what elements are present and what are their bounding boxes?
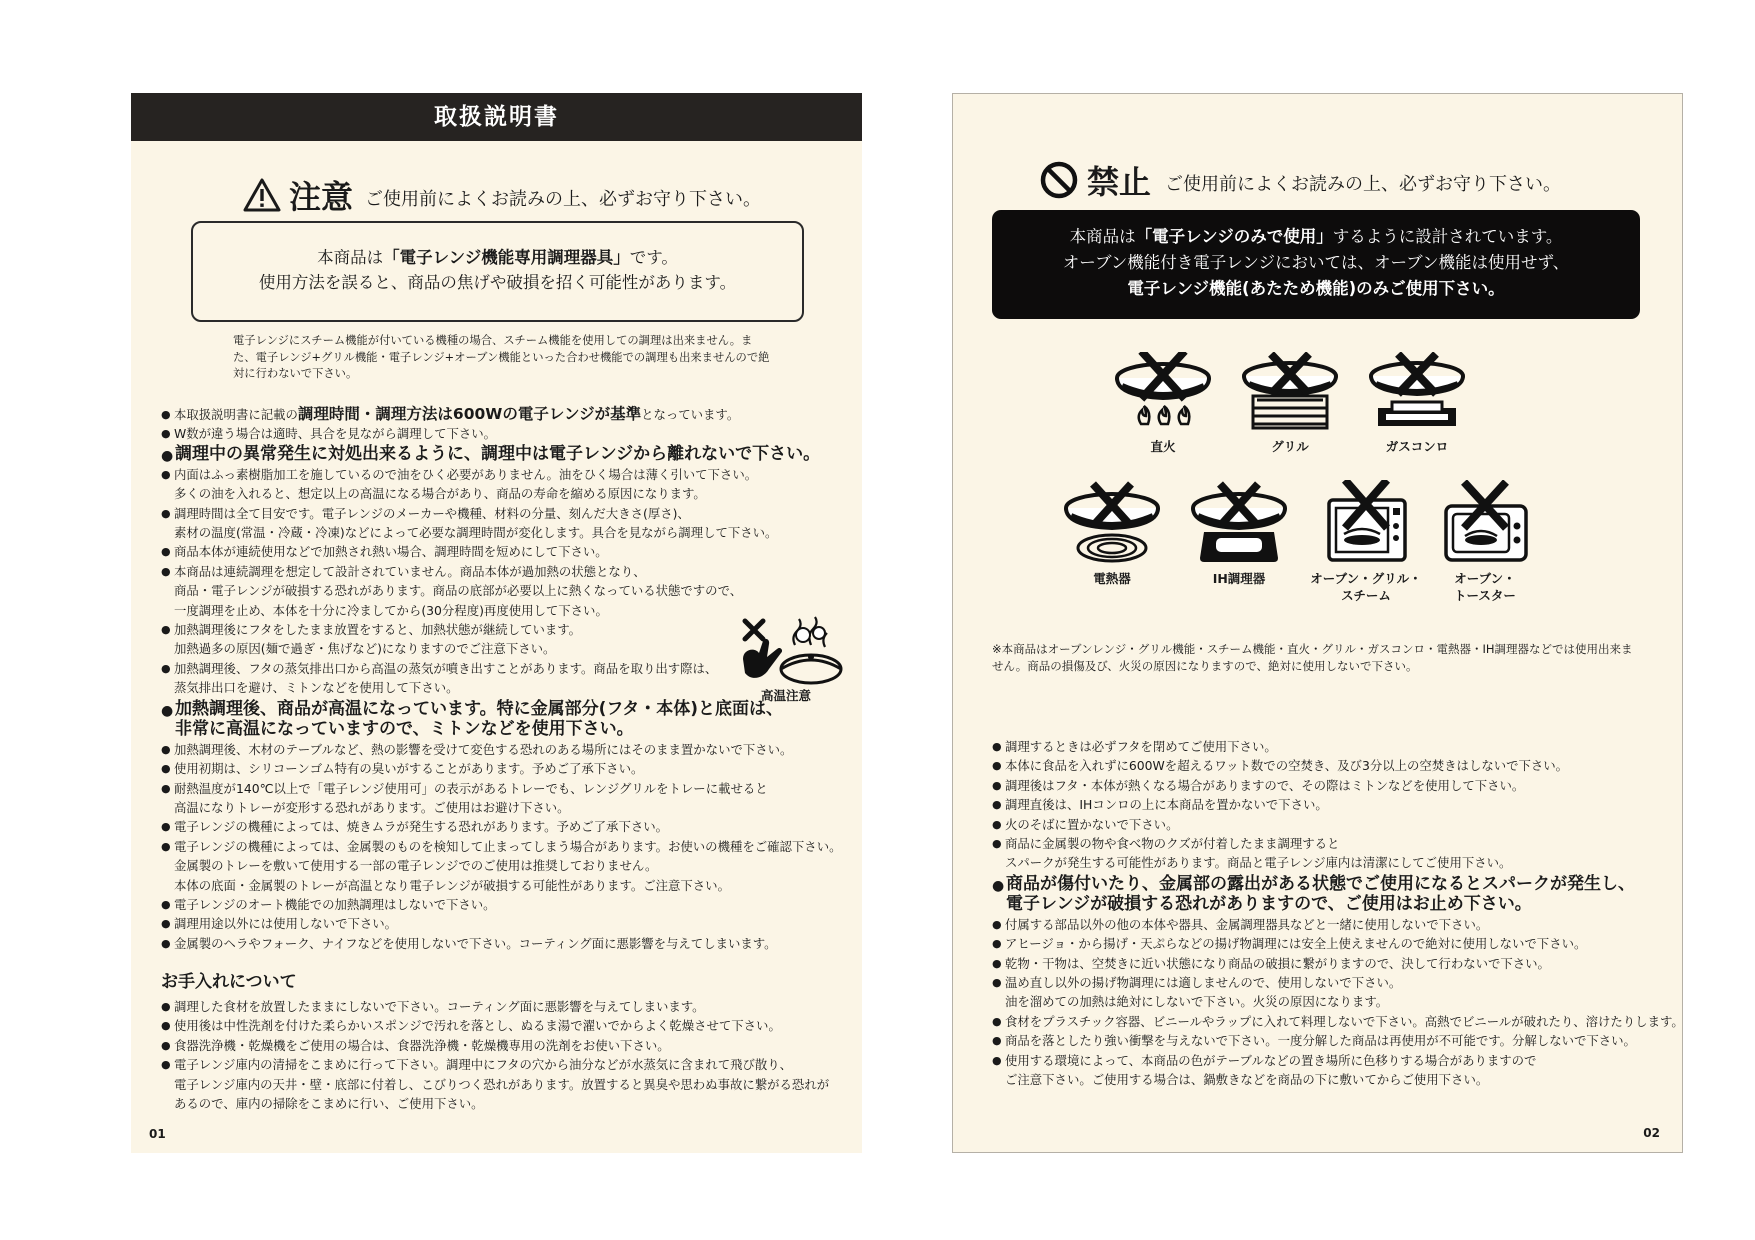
oven-icon bbox=[1311, 480, 1421, 564]
care-title: お手入れについて bbox=[161, 972, 297, 992]
incompatible-note: ※本商品はオーブンレンジ・グリル機能・スチーム機能・直火・グリル・ガスコンロ・電熱器・IH調理器などでは使用出来ません。商品の損傷及び、火災の原因になりますので、絶対に使用しないで下さい。 bbox=[992, 642, 1633, 673]
prohibit-list bbox=[992, 737, 1684, 1090]
icon-oven-grill-steam: オーブン・グリル・ スチーム bbox=[1301, 480, 1431, 604]
hot-caution-label: 高温注意 bbox=[761, 688, 812, 703]
steam-note: 電子レンジにスチーム機能が付いている機種の場合、スチーム機能を使用しての調理は出来ません。また、電子レンジ+グリル機能・電子レンジ+オーブン機能といった合わせ機能での調理も出来ませんので絶対に行わないで下さい。 bbox=[233, 334, 770, 380]
list-item: ● 使用後は中性洗剤を付けた柔らかいスポンジで汚れを落とし、ぬるま湯で濯いでからよく乾燥させて下さい。 bbox=[161, 1016, 851, 1035]
toaster-icon bbox=[1430, 480, 1540, 564]
list-item: ● 使用初期は、シリコーンゴム特有の臭いがすることがあります。予めご了承下さい。 bbox=[161, 759, 851, 778]
direct-fire-icon bbox=[1108, 352, 1218, 432]
list-item: ● 調理用途以外には使用しないで下さい。 bbox=[161, 914, 851, 933]
page-number: 02 bbox=[1643, 1126, 1660, 1140]
list-item: ● 加熱調理後、商品が高温になっています。特に金属部分(フタ・本体)と底面は、 非常に高温になっていますので、ミトンなどを使用下さい。 bbox=[161, 699, 851, 739]
list-item: ● 使用する環境によって、本商品の色がテーブルなどの置き場所に色移りする場合がありますので ご注意下さい。ご使用する場合は、鍋敷きなどを商品の下に敷いてからご使用下さい。 bbox=[992, 1051, 1672, 1090]
list-item: ● 本取扱説明書に記載の調理時間・調理方法は600Wの電子レンジが基準となっています。 bbox=[161, 405, 851, 424]
icon-oven-toaster: オーブン・ トースター bbox=[1420, 480, 1550, 604]
caution-heading bbox=[243, 173, 761, 217]
list-item: ● 調理後はフタ・本体が熱くなる場合がありますので、その際はミトンなどを使用して下さい。 bbox=[992, 776, 1672, 795]
grill-icon bbox=[1235, 352, 1345, 432]
list-item: ● 温め直し以外の揚げ物調理には適しませんので、使用しないで下さい。 油を溜めての加熱は絶対にしないで下さい。火災の原因になります。 bbox=[992, 973, 1672, 1012]
caution-subtext: ご使用前によくお読みの上、必ずお守り下さい。 bbox=[365, 189, 762, 210]
prohibit-heading bbox=[1039, 158, 1561, 202]
list-item: ● 商品が傷付いたり、金属部の露出がある状態でご使用になるとスパークが発生し、 電子レンジが破損する恐れがありますので、ご使用はお止め下さい。 bbox=[992, 874, 1672, 914]
page-right bbox=[952, 93, 1683, 1153]
icon-grill: グリル bbox=[1225, 352, 1355, 455]
list-item: ● 商品本体が連続使用などで加熱され熱い場合、調理時間を短めにして下さい。 bbox=[161, 542, 851, 561]
list-item: ● 調理するときは必ずフタを閉めてご使用下さい。 bbox=[992, 737, 1672, 756]
list-item: ● 内面はふっ素樹脂加工を施しているので油をひく必要がありません。油をひく場合は薄く引いて下さい。 多くの油を入れると、想定以上の高温になる場合があり、商品の寿命を縮める原因になります。 bbox=[161, 465, 851, 504]
list-item: ● 加熱調理後にフタをしたまま放置をすると、加熱状態が継続しています。 加熱過多の原因(麺で過ぎ・焦げなど)になりますのでご注意下さい。 bbox=[161, 620, 851, 659]
gas-stove-icon bbox=[1362, 352, 1472, 432]
care-list bbox=[161, 997, 851, 1113]
icon-electric-heater: 電熱器 bbox=[1047, 480, 1177, 587]
icon-ih: IH調理器 bbox=[1174, 480, 1304, 587]
caution-word: 注意 bbox=[289, 178, 354, 216]
list-item: ● 調理中の異常発生に対処出来るように、調理中は電子レンジから離れないで下さい。 bbox=[161, 444, 851, 465]
list-item: ● 電子レンジのオート機能での加熱調理はしないで下さい。 bbox=[161, 895, 851, 914]
page-left bbox=[131, 93, 862, 1153]
list-item: ● 調理した食材を放置したままにしないで下さい。コーティング面に悪影響を与えてしまいます。 bbox=[161, 997, 851, 1016]
ih-cooker-icon bbox=[1184, 480, 1294, 564]
list-item: ● 耐熱温度が140℃以上で「電子レンジ使用可」の表示があるトレーでも、レンジグリルをトレーに載せると 高温になりトレーが変形する恐れがあります。ご使用はお避け下さい。 bbox=[161, 779, 851, 818]
list-item: ● W数が違う場合は適時、具合を見ながら調理して下さい。 bbox=[161, 424, 851, 443]
notice-bold: 「電子レンジ機能専用調理器具」 bbox=[383, 248, 630, 267]
manual-title: 取扱説明書 bbox=[131, 93, 862, 141]
list-item: ● 商品を落としたり強い衝撃を与えないで下さい。一度分解した商品は再使用が不可能です。分解しないで下さい。 bbox=[992, 1031, 1672, 1050]
prohibit-word: 禁止 bbox=[1087, 163, 1152, 201]
icon-gas-stove: ガスコンロ bbox=[1352, 352, 1482, 455]
list-item: ● 商品に金属製の物や食べ物のクズが付着したまま調理すると スパークが発生する可能性があります。商品と電子レンジ庫内は清潔にしてご使用下さい。 bbox=[992, 834, 1672, 873]
list-item: ● 付属する部品以外の他の本体や器具、金属調理器具などと一緒に使用しないで下さい。 bbox=[992, 915, 1672, 934]
list-item: ● 火のそばに置かないで下さい。 bbox=[992, 815, 1672, 834]
microwave-only-box: 本商品は「電子レンジのみで使用」するように設計されています。 オーブン機能付き電子レンジにおいては、オーブン機能は使用せず、 電子レンジ機能(あたため機能)のみご使用下さい。 bbox=[992, 210, 1640, 319]
electric-heater-icon bbox=[1057, 480, 1167, 564]
notice-box: 本商品は「電子レンジ機能専用調理器具」です。 使用方法を誤ると、商品の焦げや破損を招く可能性があります。 bbox=[191, 221, 804, 322]
list-item: ● アヒージョ・から揚げ・天ぷらなどの揚げ物調理には安全上使えませんので絶対に使用しないで下さい。 bbox=[992, 934, 1672, 953]
list-item: ● 金属製のヘラやフォーク、ナイフなどを使用しないで下さい。コーティング面に悪影響を与えてしまいます。 bbox=[161, 934, 851, 953]
list-item: ● 加熱調理後、フタの蒸気排出口から高温の蒸気が噴き出すことがあります。商品を取り出す際は、 蒸気排出口を避け、ミトンなどを使用して下さい。 bbox=[161, 659, 851, 698]
page-number: 01 bbox=[149, 1127, 166, 1141]
list-item: ● 食材をプラスチック容器、ビニールやラップに入れて料理しないで下さい。高熱でビニールが破れたり、溶けたりします。 bbox=[992, 1012, 1672, 1031]
list-item: ● 電子レンジ庫内の清掃をこまめに行って下さい。調理中にフタの穴から油分などが水蒸気に含まれて飛び散り、 電子レンジ庫内の天井・壁・底部に付着し、こびりつく恐れがあります。放置すると異臭や思わぬ事故に繋がる恐れが あるので、庫内の掃除をこまめに行い、ご使用下さい。 bbox=[161, 1055, 851, 1113]
list-item: ● 本商品は連続調理を想定して設計されていません。商品本体が過加熱の状態となり、 商品・電子レンジが破損する恐れがあります。商品の底部が必要以上に熱くなっている状態ですので、 一度調理を止め、本体を十分に冷ましてから(30分程度)再度使用して下さい。 bbox=[161, 562, 851, 620]
list-item: ● 調理直後は、IHコンロの上に本商品を置かないで下さい。 bbox=[992, 795, 1672, 814]
list-item: ● 本体に食品を入れずに600Wを超えるワット数での空焚き、及び3分以上の空焚きはしないで下さい。 bbox=[992, 756, 1672, 775]
icon-direct-fire: 直火 bbox=[1098, 352, 1228, 455]
list-item: ● 食器洗浄機・乾燥機をご使用の場合は、食器洗浄機・乾燥機専用の洗剤をお使い下さい。 bbox=[161, 1036, 851, 1055]
prohibit-subtext: ご使用前によくお読みの上、必ずお守り下さい。 bbox=[1165, 174, 1562, 195]
prohibit-icon bbox=[1039, 160, 1079, 200]
list-item: ● 電子レンジの機種によっては、焼きムラが発生する恐れがあります。予めご了承下さい。 bbox=[161, 817, 851, 836]
warning-triangle-icon bbox=[243, 178, 281, 212]
list-item: ● 乾物・干物は、空焚きに近い状態になり商品の破損に繋がりますので、決して行わないで下さい。 bbox=[992, 954, 1672, 973]
list-item: ● 加熱調理後、木材のテーブルなど、熱の影響を受けて変色する恐れのある場所にはそのまま置かないで下さい。 bbox=[161, 740, 851, 759]
list-item: ● 電子レンジの機種によっては、金属製のものを検知して止まってしまう場合があります。お使いの機種をご確認下さい。 金属製のトレーを敷いて使用する一部の電子レンジでのご使用は推奨しておりません。 本体の底面・金属製のトレーが高温となり電子レンジが破損する可能性があります。ご注意下さい。 bbox=[161, 837, 851, 895]
list-item: ● 調理時間は全て目安です。電子レンジのメーカーや機種、材料の分量、刻んだ大きさ(厚さ)、 素材の温度(常温・冷蔵・冷凍)などによって必要な調理時間が変化します。具合を見ながら調理して下さい。 bbox=[161, 504, 851, 543]
